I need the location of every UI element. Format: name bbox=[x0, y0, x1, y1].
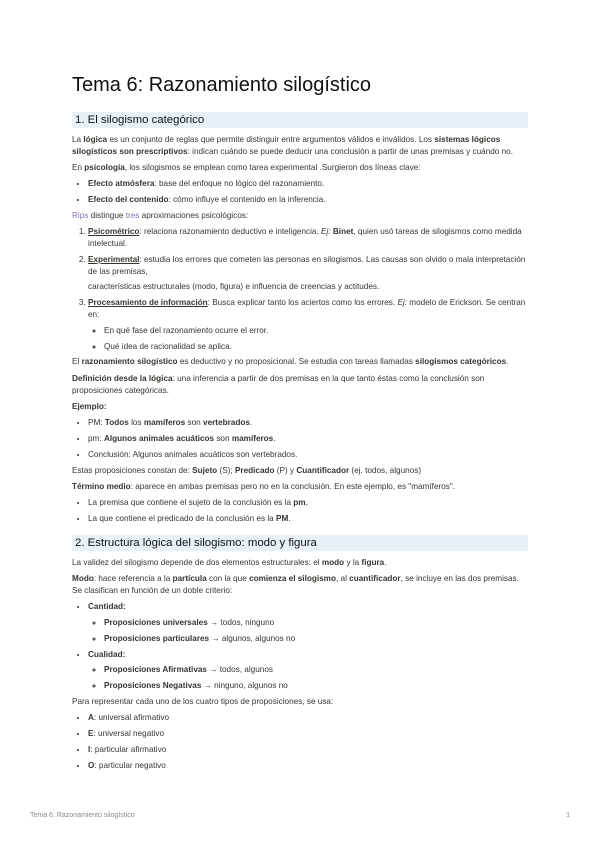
criterion-cualidad: • Cualidad: ◦ Proposiciones Afirmativas → todos, algunos ◦ Proposiciones Negativas → ninguno, algunos no bbox=[88, 649, 528, 692]
paragraph-termino-medio: Término medio: aparece en ambas premisas pero no en la conclusión. En este ejemplo, es "mamíferos". bbox=[72, 481, 456, 491]
paragraph-validez: La validez del silogismo depende de dos elementos estructurales: el modo y la figura. bbox=[72, 557, 387, 567]
list-item: • La premisa que contiene el sujeto de la conclusión es la pm. bbox=[88, 497, 528, 509]
conclusion: • Conclusión: Algunos animales acuáticos son vertebrados. bbox=[88, 449, 528, 461]
paragraph-proposiciones: Estas proposiciones constan de: Sujeto (S); Predicado (P) y Cuantificador (ej. todos, algunos) bbox=[72, 465, 422, 475]
list-item: ◦ Proposiciones Negativas → ninguno, algunos no bbox=[104, 680, 528, 692]
criterion-cantidad: • Cantidad: ◦ Proposiciones universales → todos, ninguno ◦ Proposiciones particulares → algunos, algunos no bbox=[88, 601, 528, 644]
page-title: Tema 6: Razonamiento silogístico bbox=[72, 74, 372, 96]
criteria-list bbox=[72, 601, 528, 692]
paragraph-definicion: Definición desde la lógica: una inferencia a partir de dos premisas en la que tanto éstas como la conclusión son proposiciones categóricas. bbox=[72, 373, 485, 395]
cantidad-list bbox=[88, 617, 528, 645]
footer-title: Tema 6: Razonamiento silogístico bbox=[30, 812, 135, 819]
lines-list bbox=[72, 178, 528, 206]
paragraph-representar: Para representar cada uno de los cuatro tipos de proposiciones, se usa: bbox=[72, 696, 334, 706]
approaches-list bbox=[72, 226, 528, 352]
focus-list bbox=[88, 325, 528, 353]
list-item: • A: universal afirmativo bbox=[88, 712, 528, 724]
premisa-menor: • pm: Algunos animales acuáticos son mamíferos. bbox=[88, 433, 528, 445]
page-number: 1 bbox=[566, 812, 570, 819]
paragraph-psicologia: En psicología, los silogismos se emplean como tarea experimental .Surgieron dos líneas clave: bbox=[72, 163, 421, 173]
approach-experimental: 2. Experimental: estudia los errores que cometen las personas en silogismos. Las causas son olvido o mala interpretación de las premisas, características estructurales (modo, figura) e influencia de creencias y actitudes. bbox=[88, 254, 528, 293]
example-list bbox=[72, 417, 528, 460]
list-item: • E: universal negativo bbox=[88, 728, 528, 740]
approach-experimental-cont: características estructurales (modo, figura) e influencia de creencias y actitudes. bbox=[88, 282, 380, 292]
list-item: ◦ En qué fase del razonamiento ocurre el error. bbox=[104, 325, 528, 337]
approach-psicometrico: 1. Psicométrico: relaciona razonamiento deductivo e inteligencia. Ej: Binet, quien usó tareas de silogismos como medida intelectual. bbox=[88, 226, 528, 250]
list-item: ◦ Proposiciones universales → todos, ninguno bbox=[104, 617, 528, 629]
list-item: • I: particular afirmativo bbox=[88, 744, 528, 756]
paragraph-razonamiento: El razonamiento silogístico es deductivo y no proposicional. Se estudia con tareas llamadas silogismos categóricos. bbox=[72, 357, 509, 367]
page-footer bbox=[30, 812, 570, 819]
list-item: • Efecto atmósfera: base del enfoque no lógico del razonamiento. bbox=[88, 178, 528, 190]
list-item: ◦ Proposiciones Afirmativas → todos, algunos bbox=[104, 664, 528, 676]
approach-procesamiento: 3. Procesamiento de información: Busca explicar tanto los aciertos como los errores. Ej: modelo de Erickson. Se centran en: ◦ En qué fase del razonamiento ocurre el error. ◦ Qué idea de racionalidad se aplica. bbox=[88, 297, 528, 352]
list-item: ◦ Qué idea de racionalidad se aplica. bbox=[104, 341, 528, 353]
premisas-list bbox=[72, 497, 528, 525]
paragraph-modo: Modo: hace referencia a la partícula con la que comienza el silogismo, al cuantificador, se incluye en las dos premisas. Se clasifican en función de un doble criterio: bbox=[72, 574, 519, 595]
section-heading-2: 2. Estructura lógica del silogismo: modo y figura bbox=[72, 535, 528, 551]
ejemplo-label: Ejemplo: bbox=[72, 401, 107, 411]
list-item: • La que contiene el predicado de la conclusión es la PM. bbox=[88, 513, 528, 525]
types-list bbox=[72, 712, 528, 771]
page-content bbox=[72, 72, 528, 775]
paragraph-logica: La lógica es un conjunto de reglas que permite distinguir entre argumentos válidos e inválidos. Los sistemas lógicos silogísticos son prescriptivos: indican cuándo se puede deducir una conclusión a partir de unas premisas y cuándo no. bbox=[72, 135, 514, 156]
paragraph-rips: Rips distingue tres aproximaciones psicológicos: bbox=[72, 210, 249, 220]
section-heading-1: 1. El silogismo categórico bbox=[72, 112, 528, 128]
premisa-mayor: • PM: Todos los mamíferos son vertebrados. bbox=[88, 417, 528, 429]
list-item: • Efecto del contenido: cómo influye el contenido en la inferencia. bbox=[88, 194, 528, 206]
list-item: • O: particular negativo bbox=[88, 760, 528, 772]
list-item: ◦ Proposiciones particulares → algunos, algunos no bbox=[104, 633, 528, 645]
cualidad-list bbox=[88, 664, 528, 692]
